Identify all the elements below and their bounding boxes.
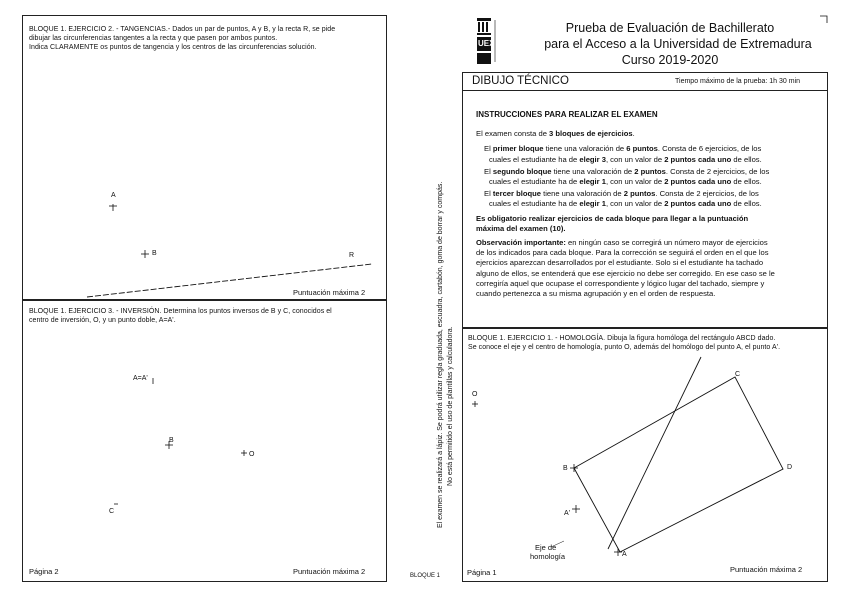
label-o: O bbox=[472, 391, 478, 398]
instr-paragraph-6e: corregiría aquel que ocupase el correspondiente y lógico lugar del tachado, siempre y bbox=[476, 278, 765, 288]
inversion-line-2: centro de inversión, O, y un punto doble, A=A'. bbox=[29, 317, 176, 324]
inversion-drawing bbox=[23, 301, 388, 583]
inversion-score: Puntuación máxima 2 bbox=[293, 567, 366, 576]
exercise-inversion-panel bbox=[22, 300, 387, 582]
instr-text: en ningún caso se corregirá un número mayor de ejercicios bbox=[565, 238, 768, 248]
point-o-mark bbox=[472, 401, 478, 407]
exercise-tangencias-panel bbox=[22, 15, 387, 300]
homology-axis bbox=[608, 357, 701, 549]
label-c: C bbox=[109, 508, 115, 515]
label-a-double: A=A' bbox=[133, 375, 148, 382]
sidebar-line-2: No está permitido el uso de plantillas y calculadora. bbox=[447, 326, 454, 486]
corner-mark-icon bbox=[820, 16, 828, 24]
instr-paragraph-4 bbox=[476, 189, 821, 199]
instr-bold: 2 puntos cada uno bbox=[664, 177, 732, 187]
instr-paragraph-6b: de los indicados para cada bloque. Para la corrección se seguirá el orden en el que los bbox=[476, 248, 769, 258]
label-b: B bbox=[152, 250, 157, 257]
label-o: O bbox=[249, 451, 255, 458]
exam-rules-sidebar bbox=[436, 182, 456, 528]
tangencias-score: Puntuación máxima 2 bbox=[293, 288, 366, 297]
instr-paragraph-6c: ejercicios aparezcan desarrollados por el estudiante. Solo si el estudiante ha tachado bbox=[476, 258, 764, 268]
subject-title: DIBUJO TÉCNICO bbox=[472, 75, 569, 87]
instr-text: . Consta de 2 ejercicios, de los bbox=[655, 189, 759, 199]
instructions-panel bbox=[462, 72, 828, 328]
sidebar-bottom-label: BLOQUE 1 bbox=[410, 573, 441, 579]
homologia-line-1: BLOQUE 1. EJERCICIO 1. - HOMOLOGÍA. Dibuja la figura homóloga del rectángulo ABCD dado. bbox=[468, 335, 776, 342]
exam-time: Tiempo máximo de la prueba: 1h 30 min bbox=[675, 78, 801, 85]
instr-paragraph-2b bbox=[476, 155, 821, 165]
sidebar-line-1: El examen se realizará a lápiz. Se podrá utilizar regla graduada, escuadra, cartabón, goma de borrar y compás. bbox=[437, 181, 444, 528]
instr-bold: 2 puntos bbox=[623, 189, 656, 199]
instr-text: de ellos. bbox=[731, 199, 762, 209]
tangencias-line-2: dibujar las circunferencias tangentes a la recta y que pasen por ambos puntos. bbox=[29, 35, 278, 42]
instr-text: tiene una valoración de bbox=[540, 189, 624, 199]
instr-paragraph-5b: máxima del examen (10). bbox=[476, 223, 566, 233]
exercise-homologia-panel bbox=[462, 328, 828, 582]
instr-bold: 3 bloques de ejercicios bbox=[549, 129, 633, 139]
point-o-mark bbox=[241, 450, 247, 456]
instr-bold: elegir 3 bbox=[579, 154, 606, 164]
header-title-2: para el Acceso a la Universidad de Extremadura bbox=[544, 37, 812, 51]
instr-text: El bbox=[484, 144, 493, 154]
page-number-2: Página 2 bbox=[29, 567, 59, 576]
instr-bold: 6 puntos bbox=[626, 144, 658, 154]
instr-text: El bbox=[484, 189, 493, 199]
tangencias-drawing bbox=[23, 16, 388, 301]
label-d: D bbox=[787, 464, 793, 471]
label-a-prime: A' bbox=[564, 510, 571, 517]
point-a-prime-mark bbox=[572, 505, 580, 513]
point-b-mark bbox=[141, 250, 149, 258]
point-b-mark bbox=[570, 464, 578, 472]
instr-text: tiene una valoración de bbox=[543, 144, 627, 154]
homologia-score: Puntuación máxima 2 bbox=[730, 565, 803, 574]
instr-bold: Observación importante: bbox=[476, 238, 566, 248]
label-a: A bbox=[111, 192, 116, 199]
instr-paragraph-6f: cuando pertenezca a su misma agrupación y en el orden de respuesta. bbox=[476, 289, 716, 299]
label-b: B bbox=[169, 437, 174, 444]
instr-bold: 2 puntos cada uno bbox=[664, 154, 732, 164]
instr-text: El bbox=[484, 166, 493, 176]
instr-bold: 2 puntos bbox=[634, 166, 666, 176]
instr-text: El examen consta de bbox=[476, 129, 550, 139]
inversion-line-1: BLOQUE 1. EJERCICIO 3. - INVERSIÓN. Determina los puntos inversos de B y C, conocidos el bbox=[29, 308, 332, 315]
instr-text: . bbox=[632, 129, 635, 139]
instr-paragraph-6d: alguno de ellos, se entenderá que ese ejercicio no debe ser corregido. En ese caso se le bbox=[476, 268, 775, 278]
header-title-1: Prueba de Evaluación de Bachillerato bbox=[565, 21, 775, 35]
instr-text: cuales el estudiante ha de bbox=[489, 154, 580, 164]
instr-paragraph-1 bbox=[476, 129, 821, 139]
axis-label-1: Eje de bbox=[535, 543, 557, 552]
instructions-title: INSTRUCCIONES PARA REALIZAR EL EXAMEN bbox=[476, 110, 658, 119]
instr-paragraph-3 bbox=[476, 167, 821, 177]
point-a-mark bbox=[109, 204, 117, 211]
instr-bold: elegir 1 bbox=[579, 177, 606, 187]
point-a-mark bbox=[614, 548, 622, 556]
label-r: R bbox=[349, 252, 355, 259]
instr-text: cuales el estudiante ha de bbox=[489, 199, 580, 209]
instr-text: , con un valor de bbox=[605, 177, 665, 187]
page-number-1: Página 1 bbox=[467, 568, 497, 577]
instr-text: tiene una valoración de bbox=[551, 166, 635, 176]
tangencias-line-1: BLOQUE 1. EJERCICIO 2. - TANGENCIAS.- Dados un par de puntos, A y B, y la recta R, se pide bbox=[29, 26, 336, 33]
instr-paragraph-4b bbox=[476, 199, 821, 209]
label-c: C bbox=[735, 371, 741, 378]
instr-bold: tercer bloque bbox=[492, 189, 541, 199]
instr-paragraph-5a: Es obligatorio realizar ejercicios de cada bloque para llegar a la puntuación bbox=[476, 213, 749, 223]
logo-text: UEX bbox=[478, 39, 495, 48]
instr-text: de ellos. bbox=[731, 154, 762, 164]
instr-paragraph-2 bbox=[476, 144, 821, 154]
instr-paragraph-6a bbox=[476, 238, 821, 248]
label-a: A bbox=[622, 551, 627, 558]
axis-label-2: homología bbox=[530, 552, 566, 561]
instr-text: , con un valor de bbox=[605, 199, 665, 209]
instr-bold: elegir 1 bbox=[579, 199, 606, 209]
homologia-drawing bbox=[463, 329, 829, 583]
instr-bold: segundo bloque bbox=[492, 166, 552, 176]
instr-text: . Consta de 6 ejercicios, de los bbox=[657, 144, 762, 154]
homologia-line-2: Se conoce el eje y el centro de homología, punto O, además del homólogo del punto A, el punto A'. bbox=[468, 344, 781, 351]
tangencias-line-3: Indica CLARAMENTE os puntos de tangencia y los centros de las circunferencias solución. bbox=[29, 44, 317, 51]
instr-text: , con un valor de bbox=[605, 154, 665, 164]
instr-text: de ellos. bbox=[731, 177, 762, 187]
instructions-text bbox=[476, 110, 821, 299]
instr-paragraph-3b bbox=[476, 177, 821, 187]
label-b: B bbox=[563, 465, 568, 472]
instr-bold: primer bloque bbox=[492, 144, 544, 154]
header-title-3: Curso 2019-2020 bbox=[621, 53, 719, 67]
instr-bold: 2 puntos cada uno bbox=[664, 199, 732, 209]
instr-text: . Consta de 2 ejercicios, de los bbox=[665, 166, 770, 176]
instr-text: cuales el estudiante ha de bbox=[489, 177, 580, 187]
